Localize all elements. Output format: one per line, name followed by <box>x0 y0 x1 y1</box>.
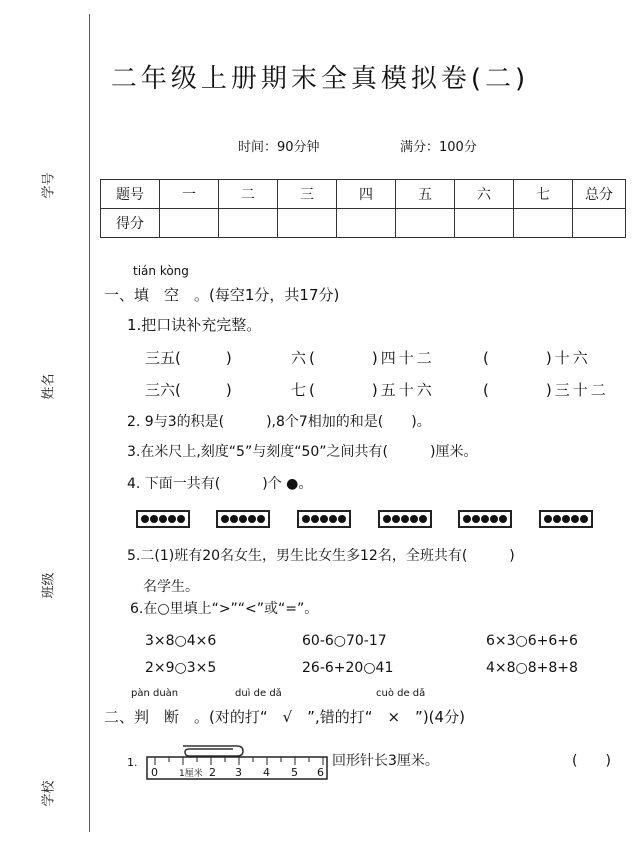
judge-q1-text: 回形针长3厘米。 <box>332 753 439 769</box>
section2-pinyin: duì de dǎ <box>235 688 282 699</box>
header-cell: 三 <box>278 180 337 209</box>
score-table-header-row <box>101 180 626 209</box>
section2-heading: 二、判 断 。(对的打“ √ ”,错的打“ × ”)(4分) <box>104 708 465 726</box>
score-table <box>100 179 626 238</box>
judge-q1-answer-paren[interactable]: ( ) <box>572 753 611 769</box>
header-cell: 题号 <box>101 180 160 209</box>
ruler-label: 1厘米 <box>179 769 203 779</box>
ruler-with-paperclip-image <box>145 740 330 782</box>
ruler-label: 0 <box>151 766 158 779</box>
q5-text: 5.二(1)班有20名女生，男生比女生多12名，全班共有( ) <box>127 548 515 564</box>
score-cell[interactable] <box>337 209 396 238</box>
q1-item: ( )三十二 <box>483 381 609 399</box>
ruler-label: 5 <box>291 766 298 779</box>
q6-item: 60-6○70-17 <box>302 633 387 649</box>
side-label-school: 学校 <box>41 780 57 807</box>
score-cell[interactable] <box>160 209 219 238</box>
dot-group <box>216 510 270 528</box>
score-cell[interactable] <box>455 209 514 238</box>
dot-group <box>136 510 190 528</box>
header-cell: 二 <box>219 180 278 209</box>
binding-line <box>89 14 90 832</box>
page-title: 二年级上册期末全真模拟卷(二) <box>110 64 530 94</box>
q1-item: ( )十六 <box>483 349 591 367</box>
full-score: 满分：100分 <box>400 140 477 155</box>
q1-item: 七( )五十六 <box>291 381 435 399</box>
q6-item: 26-6+20○41 <box>302 660 394 676</box>
ruler-label: 2 <box>209 766 216 779</box>
q1-item: 三五( ) <box>145 349 232 367</box>
side-label-class: 班级 <box>41 572 57 599</box>
dot-group <box>539 510 593 528</box>
q1-item: 三六( ) <box>145 381 232 399</box>
side-label-name: 姓名 <box>41 373 57 400</box>
q4-text: 4. 下面一共有( )个 ●。 <box>127 476 313 492</box>
exam-time: 时间：90分钟 <box>238 140 320 155</box>
q6-item: 2×9○3×5 <box>145 660 217 676</box>
q5-text-cont: 名学生。 <box>143 579 199 595</box>
score-cell[interactable] <box>514 209 573 238</box>
header-cell: 一 <box>160 180 219 209</box>
score-table-score-row <box>101 209 626 238</box>
score-cell[interactable] <box>278 209 337 238</box>
q1-item: 六( )四十二 <box>291 349 435 367</box>
section2-pinyin: cuò de dǎ <box>376 688 426 699</box>
header-cell: 总分 <box>573 180 626 209</box>
ruler-label: 3 <box>235 766 242 779</box>
section2-pinyin: pàn duàn <box>131 688 179 699</box>
section1-heading: 一、填 空 。(每空1分，共17分) <box>104 286 340 304</box>
header-cell: 六 <box>455 180 514 209</box>
side-label-student-id: 学号 <box>41 172 57 199</box>
q6-text: 6.在○里填上“>”“<”或“=”。 <box>130 601 319 617</box>
ruler-label: 4 <box>263 766 270 779</box>
q6-item: 4×8○8+8+8 <box>486 660 578 676</box>
dot-group <box>458 510 512 528</box>
section1-pinyin: tián kòng <box>133 264 189 278</box>
dot-group <box>297 510 351 528</box>
q3-text: 3.在米尺上,刻度“5”与刻度“50”之间共有( )厘米。 <box>127 444 478 460</box>
score-cell[interactable] <box>219 209 278 238</box>
q1-text: 1.把口诀补充完整。 <box>127 316 262 334</box>
header-cell: 四 <box>337 180 396 209</box>
ruler-label: 6 <box>317 766 324 779</box>
score-cell[interactable] <box>573 209 626 238</box>
q6-item: 6×3○6+6+6 <box>486 633 578 649</box>
judge-q1-number: 1. <box>127 756 138 769</box>
q6-item: 3×8○4×6 <box>145 633 217 649</box>
paperclip-icon <box>183 746 243 756</box>
header-cell: 七 <box>514 180 573 209</box>
dot-group <box>378 510 432 528</box>
q2-text: 2. 9与3的积是( ),8个7相加的和是( )。 <box>127 414 431 430</box>
score-row-label: 得分 <box>101 209 160 238</box>
header-cell: 五 <box>396 180 455 209</box>
score-cell[interactable] <box>396 209 455 238</box>
